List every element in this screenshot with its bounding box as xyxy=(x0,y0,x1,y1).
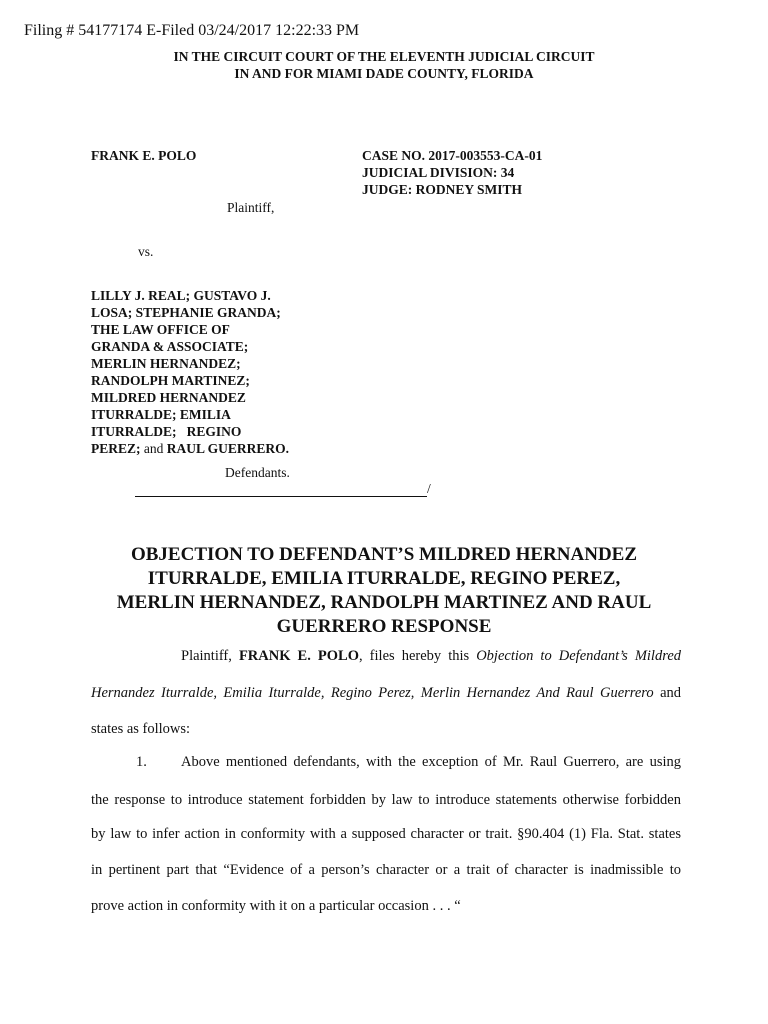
paragraph-1-line2: the response to introduce statement forbidden by law to introduce statements otherwise forbidden xyxy=(91,792,681,808)
defendant-line-last xyxy=(91,440,351,457)
defendant-line: LOSA; STEPHANIE GRANDA; xyxy=(91,305,281,320)
defendants-label: Defendants. xyxy=(225,465,290,480)
intro-text: Plaintiff, xyxy=(181,648,239,664)
intro-line3: states as follows: xyxy=(91,721,191,737)
intro-text: and xyxy=(653,685,682,701)
title-line: GUERRERO RESPONSE xyxy=(276,616,492,637)
defendant-line: MILDRED HERNANDEZ xyxy=(91,390,246,405)
paragraph-1-line1 xyxy=(136,754,681,771)
judicial-division: JUDICIAL DIVISION: 34 xyxy=(362,165,515,180)
defendant-line: GRANDA & ASSOCIATE; xyxy=(91,339,249,354)
intro-doc-title: Objection to Defendant’s Mildred xyxy=(476,648,681,664)
defendant-line: RANDOLPH MARTINEZ; xyxy=(91,373,250,388)
court-name-line2: IN AND FOR MIAMI DADE COUNTY, FLORIDA xyxy=(234,66,534,81)
plaintiff-name: FRANK E. POLO xyxy=(91,148,197,163)
intro-plaintiff-name: FRANK E. POLO xyxy=(238,648,359,664)
defendant-perez: PEREZ; xyxy=(91,441,141,456)
defendant-line: ITURRALDE; REGINO xyxy=(91,424,242,439)
signature-line xyxy=(135,481,431,497)
paragraph-1-line5: prove action in conformity with it on a particular occasion . . . “ xyxy=(91,898,461,914)
document-title xyxy=(0,543,768,639)
intro-line1 xyxy=(181,648,681,665)
defendant-line: ITURRALDE; EMILIA xyxy=(91,407,231,422)
versus: vs. xyxy=(138,244,154,259)
paragraph-number: 1. xyxy=(136,754,147,770)
court-name-line1: IN THE CIRCUIT COURT OF THE ELEVENTH JUDICIAL CIRCUIT xyxy=(173,49,595,64)
paragraph-1-line3: by law to infer action in conformity with a supposed character or trait. §90.404 (1) Fla. Stat. states xyxy=(91,826,681,842)
defendants-list xyxy=(91,287,351,457)
title-line: OBJECTION TO DEFENDANT’S MILDRED HERNANDEZ xyxy=(130,544,638,565)
signature-slash: / xyxy=(427,481,431,496)
intro-doc-title-cont: Hernandez Iturralde, Emilia Iturralde, Regino Perez, Merlin Hernandez And Raul Guerrero xyxy=(91,685,654,701)
title-line: MERLIN HERNANDEZ, RANDOLPH MARTINEZ AND RAUL xyxy=(116,592,652,613)
intro-line2 xyxy=(91,685,681,702)
defendant-line: LILLY J. REAL; GUSTAVO J. xyxy=(91,288,271,303)
defendant-line: THE LAW OFFICE OF xyxy=(91,322,230,337)
case-number: CASE NO. 2017-003553-CA-01 xyxy=(362,148,543,163)
case-info xyxy=(362,147,542,198)
defendant-guerrero: RAUL GUERRERO. xyxy=(166,441,290,456)
paragraph-text: Above mentioned defendants, with the exception of Mr. Raul Guerrero, are using xyxy=(181,754,681,770)
judge: JUDGE: RODNEY SMITH xyxy=(362,182,523,197)
paragraph-1-line4: in pertinent part that “Evidence of a person’s character or a trait of character is inadmissible to xyxy=(91,862,681,878)
signature-rule xyxy=(135,481,427,497)
defendant-line: MERLIN HERNANDEZ; xyxy=(91,356,241,371)
filing-header: Filing # 54177174 E-Filed 03/24/2017 12:22:33 PM xyxy=(24,22,360,39)
plaintiff-label: Plaintiff, xyxy=(227,200,275,215)
defendant-and: and xyxy=(140,441,167,456)
title-line: ITURRALDE, EMILIA ITURRALDE, REGINO PEREZ, xyxy=(147,568,621,589)
intro-text: , files hereby this xyxy=(359,648,477,664)
